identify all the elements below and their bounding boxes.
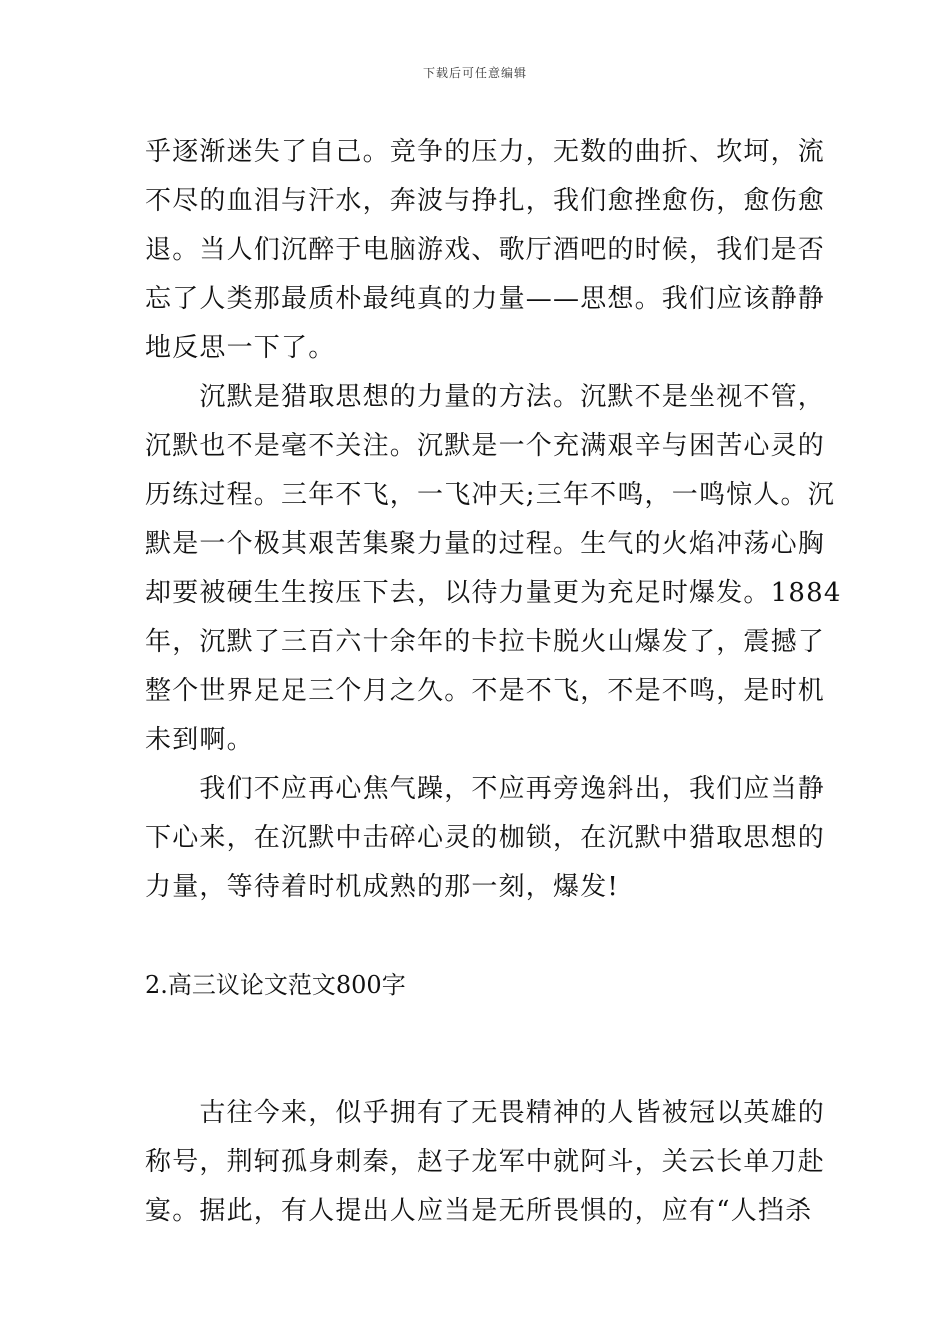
paragraph-line: 未到啊。 [145,725,254,755]
paragraph-line: 忘了人类那最质朴最纯真的力量——思想。我们应该静静 [145,284,826,314]
paragraph-line: 称号，荆轲孤身刺秦，赵子龙军中就阿斗，关云长单刀赴 [145,1147,826,1177]
paragraph-line: 年，沉默了三百六十余年的卡拉卡脱火山爆发了，震撼了 [145,627,826,657]
section-heading: 2.高三议论文范文800字 [145,971,406,999]
paragraph-line: 整个世界足足三个月之久。不是不飞，不是不鸣，是时机 [145,676,826,706]
paragraph-line: 沉默也不是毫不关注。沉默是一个充满艰辛与困苦心灵的 [145,431,826,461]
paragraph-line: 乎逐渐迷失了自己。竞争的压力，无数的曲折、坎坷，流 [145,137,826,167]
blank-line [145,912,805,961]
paragraph-line: 沉默是猎取思想的力量的方法。沉默不是坐视不管， [145,382,826,412]
paragraph-line: 退。当人们沉醉于电脑游戏、歌厅酒吧的时候，我们是否 [145,235,826,265]
paragraph-line: 我们不应再心焦气躁，不应再旁逸斜出，我们应当静 [145,774,826,804]
paragraph-line: 历练过程。三年不飞，一飞冲天;三年不鸣，一鸣惊人。沉 [145,480,835,510]
page-header: 下载后可任意编辑 [422,66,527,80]
paragraph-line: 力量，等待着时机成熟的那一刻，爆发! [145,872,620,902]
paragraph-line: 默是一个极其艰苦集聚力量的过程。生气的火焰冲荡心胸 [145,529,826,559]
blank-line [145,1010,805,1089]
paragraph-line: 古往今来，似乎拥有了无畏精神的人皆被冠以英雄的 [145,1098,826,1128]
paragraph-line: 地反思一下了。 [145,333,336,363]
paragraph-line: 下心来，在沉默中击碎心灵的枷锁，在沉默中猎取思想的 [145,823,826,853]
document-body [145,128,842,1236]
paragraph-line: 不尽的血泪与汗水，奔波与挣扎，我们愈挫愈伤，愈伤愈 [145,186,826,216]
paragraph-line: 宴。据此，有人提出人应当是无所畏惧的，应有“人挡杀 [145,1196,813,1226]
paragraph-line: 却要被硬生生按压下去，以待力量更为充足时爆发。1884 [145,578,842,608]
